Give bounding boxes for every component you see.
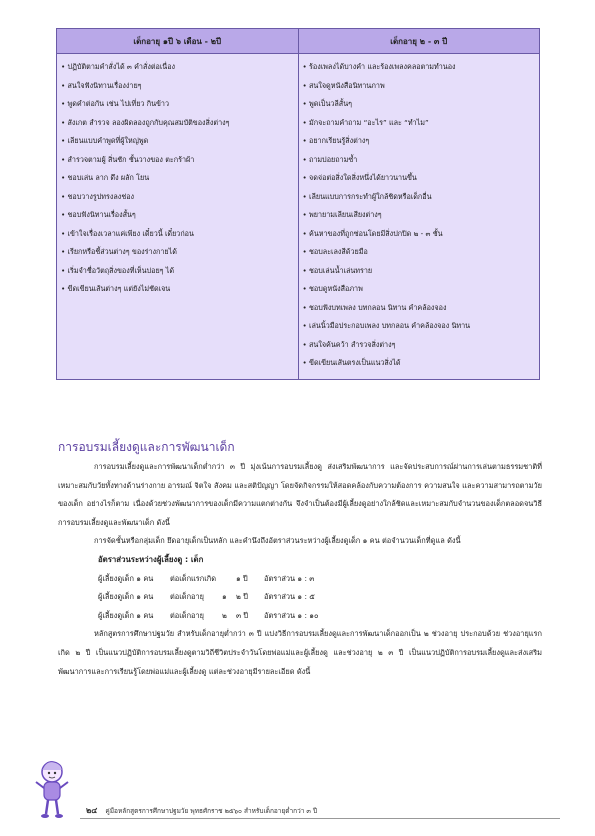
- list-item: • ชอบละเลงสีด้วยมือ: [303, 243, 536, 262]
- ratio-block: [98, 551, 542, 625]
- list-item: • ชอบดูหนังสือภาพ: [303, 280, 536, 299]
- list-item: • เลียนแบบการกระทำผู้ใกล้ชิดหรือเด็กอื่น: [303, 188, 536, 207]
- list-item: • มักจะถามคำถาม “อะไร” และ “ทำไม”: [303, 114, 536, 133]
- ratio-row: [98, 570, 542, 589]
- list-item: • ปฏิบัติตามคำสั่งได้ ๓ คำสั่งต่อเนื่อง: [61, 58, 294, 77]
- list-item: • ชอบเล่น ลาก ดึง ผลัก โยน: [61, 169, 294, 188]
- section-title: การอบรมเลี้ยงดูและการพัฒนาเด็ก: [58, 440, 235, 454]
- ratio-cell: ๓ ปี: [236, 610, 249, 620]
- list-item: • พูดคำต่อกัน เช่น ไปเที่ยว กินข้าว: [61, 95, 294, 114]
- ratio-cell: ผู้เลี้ยงดูเด็ก ๑ คน: [98, 610, 154, 620]
- col2-list: [303, 58, 536, 373]
- ratio-cell: อัตราส่วน ๑ : ๑๐: [264, 610, 319, 620]
- paragraph-1: การอบรมเลี้ยงดูและการพัฒนาเด็กต่ำกว่า ๓ ปี มุ่งเน้นการอบรมเลี้ยงดู ส่งเสริมพัฒนาการ และจัดประสบการณ์ผ่านการเล่นตามธรรมชาติที่เหมาะสมกับวัยทั้งทางด้านร่างกาย อารมณ์ จิตใจ สังคม และสติปัญญา โดยจัดกิจกรรมให้สอดคล้องกับความต้องการ ความสนใจ และความสามารถตามวัยของเด็ก อย่างไรก็ตาม เนื่องด้วยช่วงพัฒนาการของเด็กมีความแตกต่างกัน จึงจำเป็นต้องมีผู้เลี้ยงดูอย่างใกล้ชิดและเหมาะสมกับจำนวนของเด็กตลอดจนวิธีการอบรมเลี้ยงดูและพัฒนาเด็ก ดังนี้: [58, 462, 542, 527]
- col2-cell: [298, 54, 540, 380]
- list-item: • สนใจค้นคว้า สำรวจสิ่งต่างๆ: [303, 336, 536, 355]
- list-item: • เรียกหรือชี้ส่วนต่างๆ ของร่างกายได้: [61, 243, 294, 262]
- table-header-row: [57, 29, 540, 54]
- section-body: [58, 458, 542, 681]
- ratio-cell: อัตราส่วน ๑ : ๕: [264, 592, 315, 602]
- list-item: • สำรวจตามผู้ สิ่นชัก ชั้นวางของ ตะกร้าผ้า: [61, 151, 294, 170]
- page-footer: [86, 804, 317, 817]
- list-item: • ร้องเพลงได้บางคำ และร้องเพลงคลอตามทำนอง: [303, 58, 536, 77]
- list-item: • พูดเป็นวลีสั้นๆ: [303, 95, 536, 114]
- list-item: • ถามบ่อยถามซ้ำ: [303, 151, 536, 170]
- col2-header: เด็กอายุ ๒ - ๓ ปี: [298, 29, 540, 54]
- list-item: • ขีดเขียนเส้นตรงเป็นแนวสิ่งได้: [303, 354, 536, 373]
- col1-header: เด็กอายุ ๑ปี ๖ เดือน - ๒ปี: [57, 29, 299, 54]
- ratio-cell: ๑ ปี: [236, 573, 248, 583]
- ratio-cell: ๑: [222, 592, 227, 602]
- col1-list: [61, 58, 294, 299]
- ratio-cell: อัตราส่วน ๑ : ๓: [264, 573, 315, 583]
- list-item: • สนใจฟังนิทานเรื่องง่ายๆ: [61, 77, 294, 96]
- ratio-cell: ๒ ปี: [236, 592, 248, 602]
- list-item: • ชอบฟังบทเพลง บทกลอน นิทาน คำคล้องจอง: [303, 299, 536, 318]
- paragraph-2: การจัดชั้นหรือกลุ่มเด็ก ยึดอายุเด็กเป็นหลัก และคำนึงถึงอัตราส่วนระหว่างผู้เลี้ยงดูเด็ก ๑ คน ต่อจำนวนเด็กที่ดูแล ดังนี้: [94, 536, 461, 546]
- ratio-cell: ต่อเด็กอายุ: [170, 610, 204, 620]
- ratio-rows: [98, 570, 542, 626]
- list-item: • จดจ่อต่อสิ่งใดสิ่งหนึ่งได้ยาวนานขึ้น: [303, 169, 536, 188]
- ratio-cell: ผู้เลี้ยงดูเด็ก ๑ คน: [98, 592, 154, 602]
- ratio-cell: ต่อเด็กอายุ: [170, 592, 204, 602]
- list-item: • เลียนแบบคำพูดที่ผู้ใหญ่พูด: [61, 132, 294, 151]
- paragraph-3: หลักสูตรการศึกษาปฐมวัย สำหรับเด็กอายุต่ำกว่า ๓ ปี แบ่งวิธีการอบรมเลี้ยงดูและการพัฒนาเด็กออกเป็น ๒ ช่วงอายุ ประกอบด้วย ช่วงอายุแรกเกิด ๒ ปี เป็นแนวปฏิบัติการอบรมเลี้ยงดูตามวิถีชีวิตประจำวันโดยพ่อแม่และผู้เลี้ยงดู และช่วงอายุ ๒ ๓ ปี เป็นแนวปฏิบัติการอบรมเลี้ยงดูและส่งเสริมพัฒนาการและการเรียนรู้โดยพ่อแม่และผู้เลี้ยงดู แต่ละช่วงอายุมีรายละเอียด ดังนี้: [58, 629, 542, 676]
- footer-text: คู่มือหลักสูตรการศึกษาปฐมวัย พุทธศักราช ๒๕๖๐ สำหรับเด็กอายุต่ำกว่า ๓ ปี: [105, 807, 318, 815]
- child-mascot-icon: [30, 758, 78, 822]
- list-item: • ชอบฟังนิทานเรื่องสั้นๆ: [61, 206, 294, 225]
- list-item: • ชอบวางรูปทรงลงช่อง: [61, 188, 294, 207]
- list-item: • พยายามเลียนเสียงต่างๆ: [303, 206, 536, 225]
- ratio-row: [98, 588, 542, 607]
- list-item: • อยากเรียนรู้สิ่งต่างๆ: [303, 132, 536, 151]
- ratio-cell: ผู้เลี้ยงดูเด็ก ๑ คน: [98, 573, 154, 583]
- development-table: [56, 28, 540, 380]
- list-item: • ชอบเล่นน้ำเล่นทราย: [303, 262, 536, 281]
- page-number: ๒๔: [86, 806, 98, 815]
- list-item: • สนใจดูหนังสือนิทานภาพ: [303, 77, 536, 96]
- list-item: • ขีดเขียนเส้นต่างๆ แต่ยังไม่ชัดเจน: [61, 280, 294, 299]
- ratio-cell: ๒: [222, 610, 227, 620]
- ratio-cell: ต่อเด็กแรกเกิด: [170, 573, 217, 583]
- list-item: • สังเกต สำรวจ ลองผิดลองถูกกับคุณสมบัติของสิ่งต่างๆ: [61, 114, 294, 133]
- ratio-row: [98, 607, 542, 626]
- ratio-title: อัตราส่วนระหว่างผู้เลี้ยงดู : เด็ก: [98, 554, 204, 564]
- footer-divider: [80, 818, 560, 819]
- table-body-row: [57, 54, 540, 380]
- list-item: • ค้นหาของที่ถูกซ่อนโดยมีสิ่งปกปิด ๒ - ๓ ชั้น: [303, 225, 536, 244]
- list-item: • เล่นนิ้วมือประกอบเพลง บทกลอน คำคล้องจอง นิทาน: [303, 317, 536, 336]
- list-item: • เริ่มจำชื่อวัตถุสิ่งของที่เห็นบ่อยๆ ได้: [61, 262, 294, 281]
- list-item: • เข้าใจเรื่องเวลาแค่เพียง เดี๋ยวนี้ เดี๋ยวก่อน: [61, 225, 294, 244]
- col1-cell: [57, 54, 299, 380]
